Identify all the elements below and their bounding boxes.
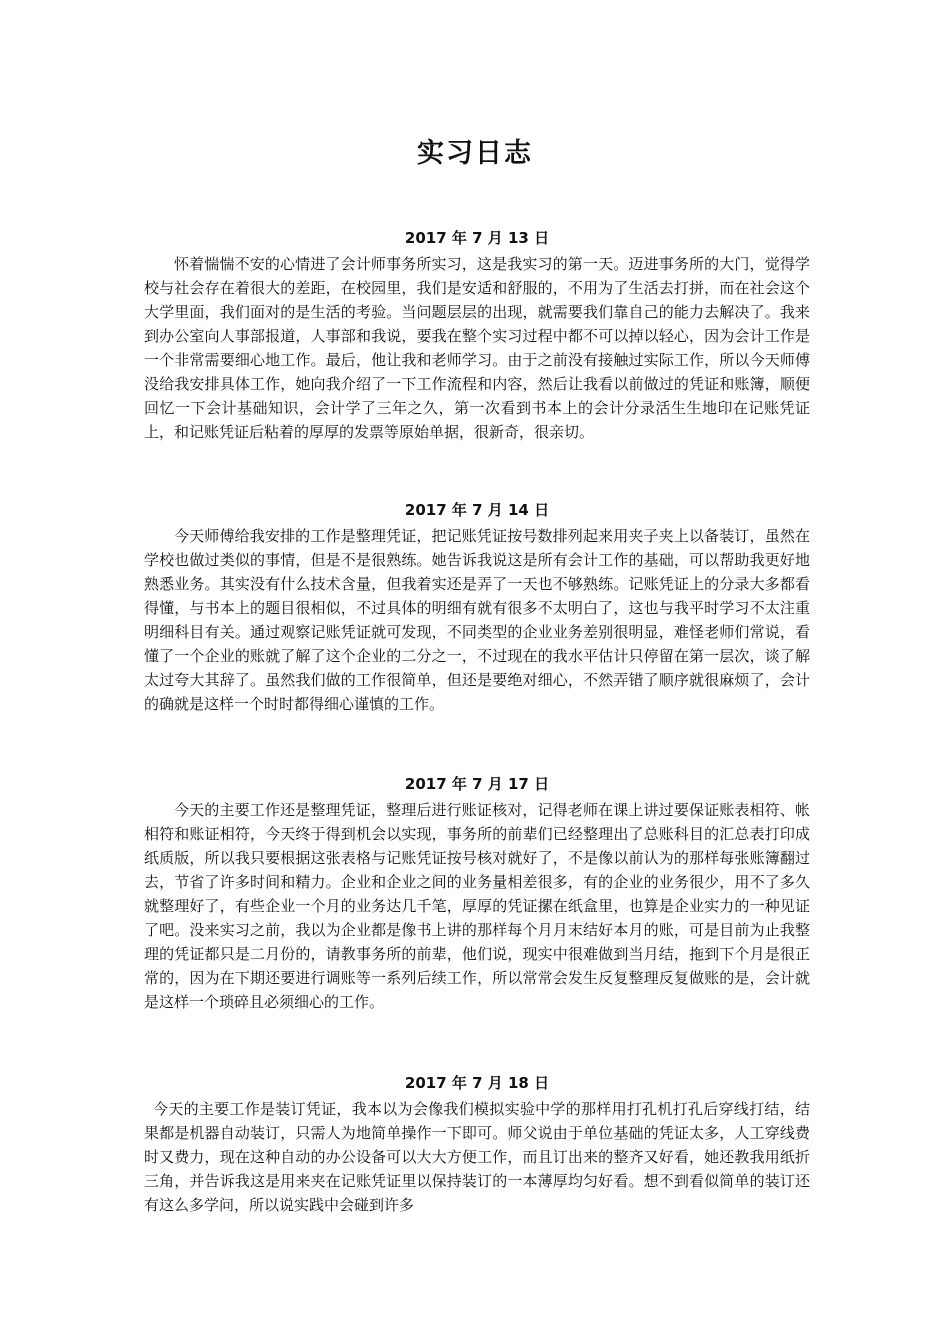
log-entry [144,774,810,1014]
log-entry [144,500,810,716]
entry-body: 今天师傅给我安排的工作是整理凭证，把记账凭证按号数排列起来用夹子夹上以备装订，虽然在学校也做过类似的事情，但是不是很熟练。她告诉我说这是所有会计工作的基础，可以帮助我更好地熟悉业务。其实没有什么技术含量，但我着实还是弄了一天也不够熟练。记账凭证上的分录大多都看得懂，与书本上的题目很相似，不过具体的明细有就有很多不太明白了，这也与我平时学习不太注重明细科目有关。通过观察记账凭证就可发现，不同类型的企业业务差别很明显，难怪老师们常说，看懂了一个企业的账就了解了这个企业的二分之一，不过现在的我水平估计只停留在第一层次，谈了解太过夸大其辞了。虽然我们做的工作很简单，但还是要绝对细心，不然弄错了顺序就很麻烦了，会计的确就是这样一个时时都得细心谨慎的工作。 [144,527,810,713]
log-entry [144,228,810,444]
entry-body: 今天的主要工作还是整理凭证，整理后进行账证核对，记得老师在课上讲过要保证账表相符、帐相符和账证相符，今天终于得到机会以实现，事务所的前辈们已经整理出了总账科目的汇总表打印成纸质版，所以我只要根据这张表格与记账凭证按号核对就好了，不是像以前认为的那样每张账簿翻过去，节省了许多时间和精力。企业和企业之间的业务量相差很多，有的企业的业务很少，用不了多久就整理好了，有些企业一个月的业务达几千笔，厚厚的凭证摞在纸盒里，也算是企业实力的一种见证了吧。没来实习之前，我以为企业都是像书上讲的那样每个月月末结好本月的账，可是目前为止我整理的凭证都只是二月份的，请教事务所的前辈，他们说，现实中很难做到当月结，拖到下个月是很正常的，因为在下期还要进行调账等一系列后续工作，所以常常会发生反复整理反复做账的是，会计就是这样一个琐碎且必须细心的工作。 [144,801,810,1011]
document-title: 实习日志 [417,138,533,169]
entry-date: 2017 年 7 月 17 日 [404,775,550,793]
log-entry [144,1073,810,1263]
entry-date: 2017 年 7 月 18 日 [404,1074,550,1092]
entry-date: 2017 年 7 月 14 日 [404,501,550,519]
entry-body: 今天的主要工作是装订凭证，我本以为会像我们模拟实验中学的那样用打孔机打孔后穿线打结，结果都是机器自动装订，只需人为地简单操作一下即可。师父说由于单位基础的凭证太多，人工穿线费时又费力，现在这种自动的办公设备可以大大方便工作，而且订出来的整齐又好看，她还教我用纸折三角，并告诉我这是用来夹在记账凭证里以保持装订的一本薄厚均匀好看。想不到看似简单的装订还有这么多学问，所以说实践中会碰到许多 [144,1100,810,1214]
entry-date: 2017 年 7 月 13 日 [404,229,550,247]
entry-body: 怀着惴惴不安的心情进了会计师事务所实习，这是我实习的第一天。迈进事务所的大门，觉得学校与社会存在着很大的差距，在校园里，我们是安适和舒服的，不用为了生活去打拼，而在社会这个大学里面，我们面对的是生活的考验。当问题层层的出现，就需要我们靠自己的能力去解决了。我来到办公室向人事部报道，人事部和我说，要我在整个实习过程中都不可以掉以轻心，因为会计工作是一个非常需要细心地工作。最后，他让我和老师学习。由于之前没有接触过实际工作，所以今天师傅没给我安排具体工作，她向我介绍了一下工作流程和内容，然后让我看以前做过的凭证和账簿，顺便回忆一下会计基础知识，会计学了三年之久，第一次看到书本上的会计分录活生生地印在记账凭证上，和记账凭证后粘着的厚厚的发票等原始单据，很新奇，很亲切。 [144,255,810,441]
